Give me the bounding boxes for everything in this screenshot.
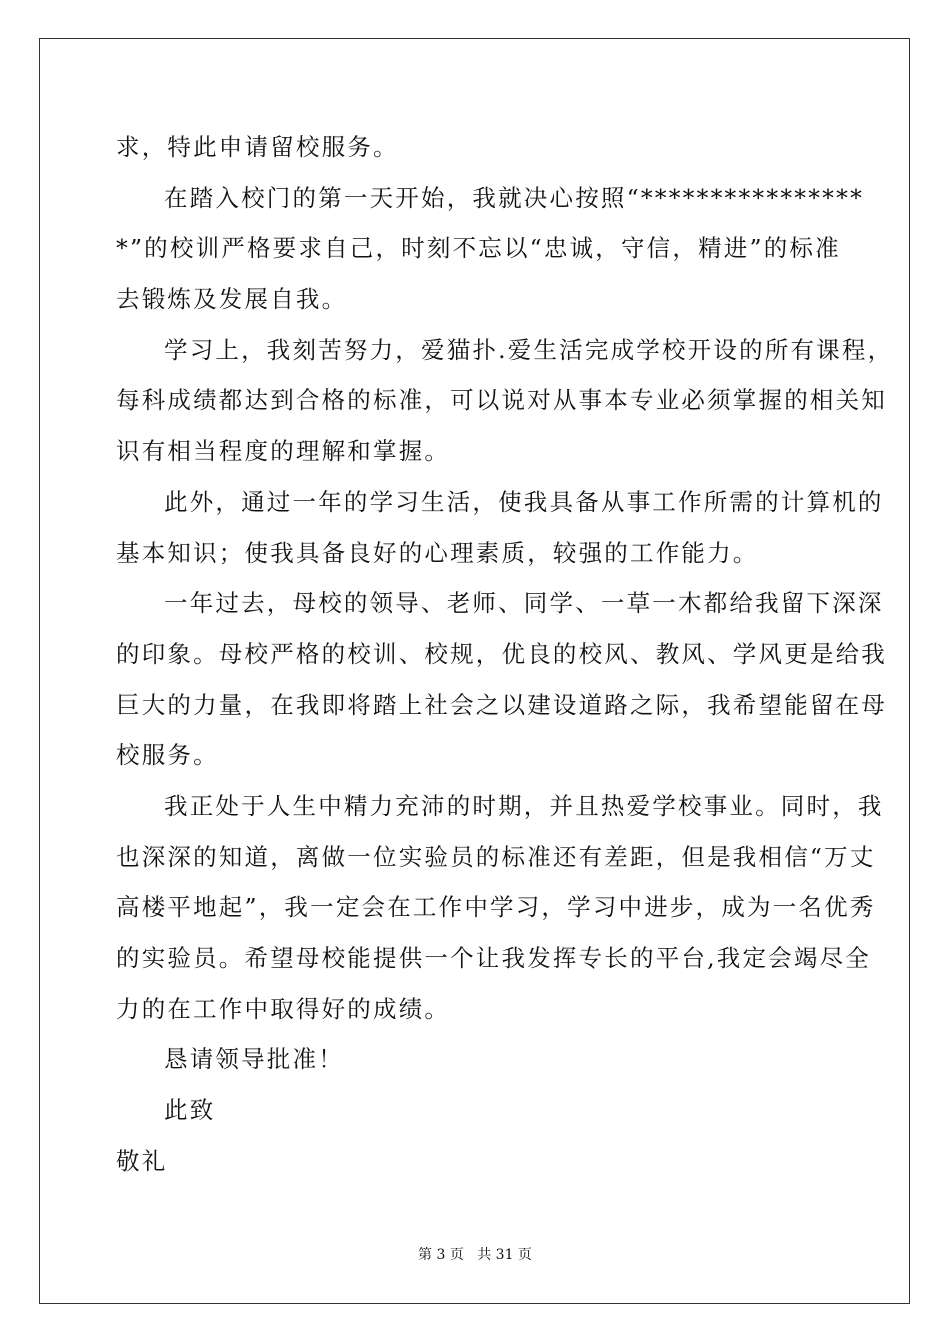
text-line: 的实验员。希望母校能提供一个让我发挥专长的平台,我定会竭尽全	[116, 944, 871, 972]
text-line: 每科成绩都达到合格的标准，可以说对从事本专业必须掌握的相关知	[116, 386, 887, 415]
text-line: 基本知识；使我具备良好的心理素质，较强的工作能力。	[116, 538, 759, 567]
text-line: 校服务。	[116, 741, 219, 770]
page-number: 第 3 页	[418, 1247, 464, 1263]
text-line: 在踏入校门的第一天开始，我就决心按照“****************	[164, 183, 865, 212]
page-total: 共 31 页	[477, 1247, 532, 1263]
closing-salutation: 此致	[164, 1096, 216, 1125]
text-line: 也深深的知道，离做一位实验员的标准还有差距，但是我相信“万丈	[116, 842, 876, 871]
text-line: 学习上，我刻苦努力，爱猫扑.爱生活完成学校开设的所有课程，	[164, 335, 894, 364]
closing-regards: 敬礼	[116, 1146, 168, 1175]
page-footer	[0, 1245, 950, 1265]
text-line: *”的校训严格要求自己，时刻不忘以“忠诚，守信，精进”的标准	[116, 234, 841, 263]
text-line: 此外，通过一年的学习生活，使我具备从事工作所需的计算机的	[164, 487, 884, 516]
text-line: 力的在工作中取得好的成绩。	[116, 994, 451, 1023]
text-line: 求，特此申请留校服务。	[116, 133, 399, 161]
text-line: 巨大的力量，在我即将踏上社会之以建设道路之际，我希望能留在母	[116, 690, 887, 719]
text-line: 去锻炼及发展自我。	[116, 285, 348, 314]
text-line: 我正处于人生中精力充沛的时期，并且热爱学校事业。同时，我	[164, 791, 884, 820]
letter-body	[116, 122, 894, 1186]
text-line: 的印象。母校严格的校训、校规，优良的校风、教风、学风更是给我	[116, 639, 887, 668]
closing-request: 恳请领导批准！	[164, 1045, 344, 1074]
text-line: 一年过去，母校的领导、老师、同学、一草一木都给我留下深深	[164, 589, 884, 618]
text-line: 识有相当程度的理解和掌握。	[116, 437, 451, 466]
text-line: 高楼平地起”，我一定会在工作中学习，学习中进步，成为一名优秀	[116, 893, 876, 922]
